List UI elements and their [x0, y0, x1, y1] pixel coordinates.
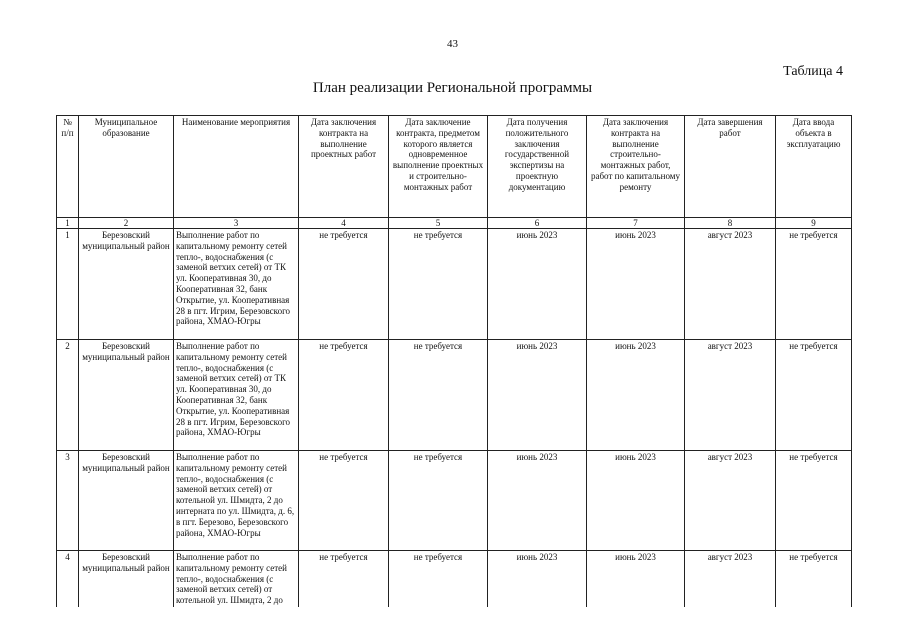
document-title: План реализации Региональной программы: [312, 80, 593, 96]
header-cell-construction-contract: Дата заключения контракта на выполнение строительно-монтажных работ, работ по капитальному ремонту: [587, 116, 685, 218]
row-activity: Выполнение работ по капитальному ремонту сетей тепло-, водоснабжения (с заменой ветхих сетей) от котельной ул. Шмидта, 2 до интерната по ул. Шмидта, д. 6, в пгт. Березово, Березовского района, ХМАО-Югры: [174, 451, 299, 551]
row-completion: август 2023: [685, 451, 776, 551]
row-municipality: Березовский муниципальный район: [79, 551, 174, 608]
table-label: Таблица 4: [783, 64, 843, 79]
row-combined-contract: не требуется: [389, 451, 488, 551]
row-commissioning: не требуется: [776, 340, 852, 451]
header-cell-combined-contract: Дата заключение контракта, предметом которого является одновременное выполнение проектных и строительно-монтажных работ: [389, 116, 488, 218]
header-cell-activity: Наименование мероприятия: [174, 116, 299, 218]
column-number: 2: [79, 218, 174, 229]
row-completion: август 2023: [685, 551, 776, 608]
row-construction-contract: июнь 2023: [587, 451, 685, 551]
row-construction-contract: июнь 2023: [587, 229, 685, 340]
header-cell-design-contract: Дата заключения контракта на выполнение проектных работ: [299, 116, 389, 218]
header-cell-commissioning: Дата ввода объекта в эксплуатацию: [776, 116, 852, 218]
row-num: 3: [57, 451, 79, 551]
column-number: 7: [587, 218, 685, 229]
row-construction-contract: июнь 2023: [587, 340, 685, 451]
table-row: [57, 551, 852, 608]
row-expertise: июнь 2023: [488, 340, 587, 451]
row-activity: Выполнение работ по капитальному ремонту сетей тепло-, водоснабжения (с заменой ветхих сетей) от котельной ул. Шмидта, 2 до: [174, 551, 299, 608]
row-commissioning: не требуется: [776, 551, 852, 608]
column-number: 9: [776, 218, 852, 229]
column-number: 4: [299, 218, 389, 229]
column-number: 1: [57, 218, 79, 229]
row-activity: Выполнение работ по капитальному ремонту сетей тепло-, водоснабжения (с заменой ветхих сетей) от ТК ул. Кооперативная 30, до Кооперативная 32, банк Открытие, ул. Кооперативная 28 в пгт. Игрим, Березовского района, ХМАО-Югры: [174, 340, 299, 451]
column-number: 6: [488, 218, 587, 229]
column-number-row: [57, 218, 852, 229]
header-cell-municipality: Муниципальное образование: [79, 116, 174, 218]
row-combined-contract: не требуется: [389, 551, 488, 608]
row-municipality: Березовский муниципальный район: [79, 451, 174, 551]
row-commissioning: не требуется: [776, 229, 852, 340]
row-design-contract: не требуется: [299, 451, 389, 551]
column-number: 3: [174, 218, 299, 229]
row-expertise: июнь 2023: [488, 451, 587, 551]
header-cell-expertise: Дата получения положительного заключения государственной экспертизы на проектную документацию: [488, 116, 587, 218]
table-row: [57, 451, 852, 551]
header-cell-completion: Дата завершения работ: [685, 116, 776, 218]
row-municipality: Березовский муниципальный район: [79, 340, 174, 451]
row-commissioning: не требуется: [776, 451, 852, 551]
header-cell-num: № п/п: [57, 116, 79, 218]
column-number: 8: [685, 218, 776, 229]
row-combined-contract: не требуется: [389, 229, 488, 340]
row-design-contract: не требуется: [299, 551, 389, 608]
page-number: 43: [447, 38, 458, 50]
row-completion: август 2023: [685, 340, 776, 451]
table-row: [57, 340, 852, 451]
row-design-contract: не требуется: [299, 229, 389, 340]
table-row: [57, 229, 852, 340]
row-expertise: июнь 2023: [488, 551, 587, 608]
row-construction-contract: июнь 2023: [587, 551, 685, 608]
row-num: 4: [57, 551, 79, 608]
implementation-plan-table: [56, 115, 852, 607]
row-design-contract: не требуется: [299, 340, 389, 451]
row-municipality: Березовский муниципальный район: [79, 229, 174, 340]
row-expertise: июнь 2023: [488, 229, 587, 340]
row-num: 1: [57, 229, 79, 340]
header-row: [57, 116, 852, 218]
row-completion: август 2023: [685, 229, 776, 340]
row-activity: Выполнение работ по капитальному ремонту сетей тепло-, водоснабжения (с заменой ветхих сетей) от ТК ул. Кооперативная 30, до Кооперативная 32, банк Открытие, ул. Кооперативная 28 в пгт. Игрим, Березовского района, ХМАО-Югры: [174, 229, 299, 340]
row-combined-contract: не требуется: [389, 340, 488, 451]
row-num: 2: [57, 340, 79, 451]
column-number: 5: [389, 218, 488, 229]
